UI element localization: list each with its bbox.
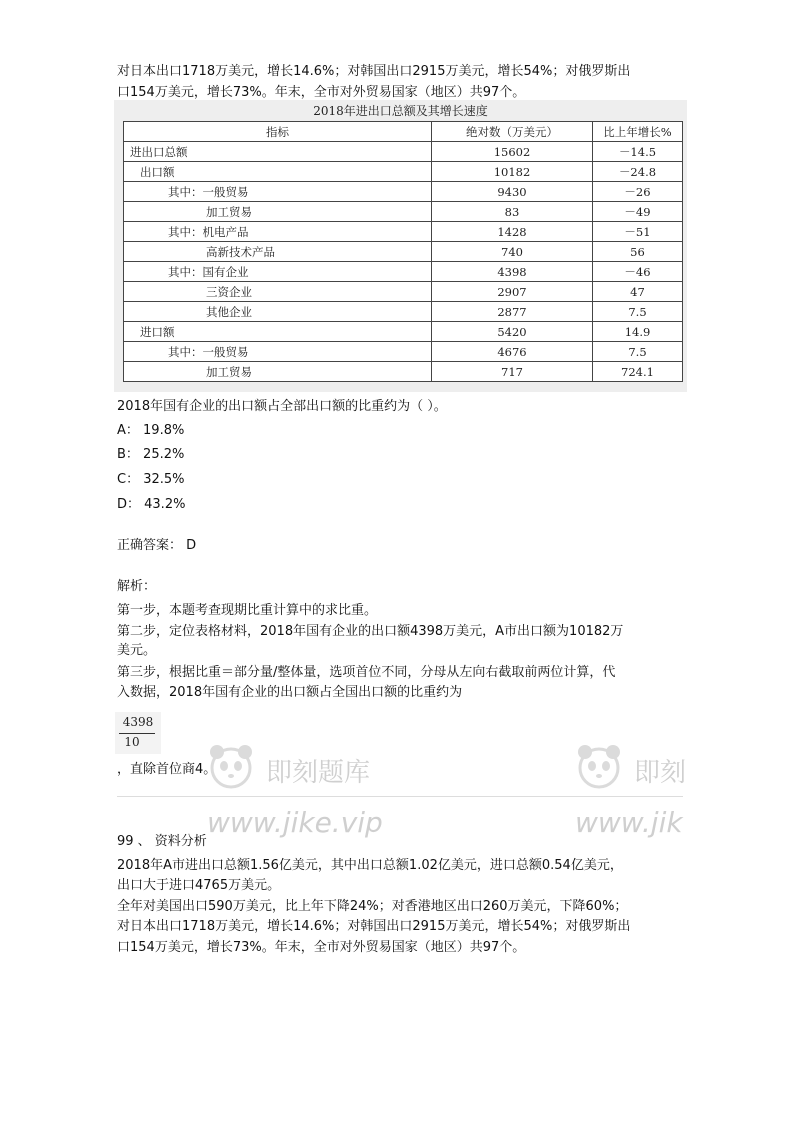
cell-value: 717: [432, 362, 593, 382]
cell-indicator: 其中：机电产品: [124, 222, 432, 242]
table-row: [124, 282, 683, 302]
trade-table: [123, 121, 683, 382]
cell-indicator: 加工贸易: [124, 202, 432, 222]
cell-indicator: 其中：一般贸易: [124, 182, 432, 202]
cell-indicator: 进出口总额: [124, 142, 432, 162]
table-row: [124, 322, 683, 342]
header-value: 绝对数（万美元）: [432, 122, 593, 142]
cell-indicator: 出口额: [124, 162, 432, 182]
cell-value: 10182: [432, 162, 593, 182]
watermark-url-partial: www.jik: [575, 806, 683, 839]
fraction-denominator: 10: [124, 735, 140, 749]
cell-growth: －24.8: [593, 162, 683, 182]
analysis-line-5: 入数据，2018年国有企业的出口额占全国出口额的比重约为: [117, 685, 463, 700]
intro-line-1: 对日本出口1718万美元，增长14.6%；对韩国出口2915万美元，增长54%；对俄罗斯出: [117, 64, 631, 79]
analysis-line-2: 第二步，定位表格材料，2018年国有企业的出口额4398万美元，A市出口额为10182万: [117, 624, 624, 639]
analysis-heading: 解析：: [117, 579, 157, 594]
analysis-line-3: 美元。: [117, 643, 157, 658]
next-question-heading: 99 、 资料分析: [117, 834, 207, 849]
header-growth: 比上年增长%: [593, 122, 683, 142]
table-row: [124, 182, 683, 202]
cell-value: 740: [432, 242, 593, 262]
cell-indicator: 其他企业: [124, 302, 432, 322]
cell-growth: 56: [593, 242, 683, 262]
panda-logo-icon: [205, 742, 257, 794]
fraction-numerator: 4398: [122, 715, 154, 729]
table-row: [124, 162, 683, 182]
watermark-brand: 即刻题库: [266, 758, 371, 788]
cell-growth: 7.5: [593, 342, 683, 362]
next-line-5: 口154万美元，增长73%。年末，全市对外贸易国家（地区）共97个。: [117, 940, 526, 955]
option-b[interactable]: B： 25.2%: [117, 447, 185, 462]
cell-value: 2907: [432, 282, 593, 302]
table-row: [124, 242, 683, 262]
analysis-line-4: 第三步，根据比重＝部分量/整体量，选项首位不同，分母从左向右截取前两位计算，代: [117, 665, 616, 680]
cell-growth: 47: [593, 282, 683, 302]
cell-value: 5420: [432, 322, 593, 342]
cell-growth: －46: [593, 262, 683, 282]
table-row: [124, 362, 683, 382]
cell-value: 9430: [432, 182, 593, 202]
cell-indicator: 其中：一般贸易: [124, 342, 432, 362]
next-line-1: 2018年A市进出口总额1.56亿美元，其中出口总额1.02亿美元，进口总额0.54亿美元，: [117, 858, 623, 873]
cell-indicator: 其中：国有企业: [124, 262, 432, 282]
cell-indicator: 高新技术产品: [124, 242, 432, 262]
cell-growth: 14.9: [593, 322, 683, 342]
question-divider: [117, 796, 683, 797]
question-text: 2018年国有企业的出口额占全部出口额的比重约为（ ）。: [117, 399, 447, 414]
table-row: [124, 202, 683, 222]
cell-indicator: 三资企业: [124, 282, 432, 302]
table-row: [124, 142, 683, 162]
cell-value: 15602: [432, 142, 593, 162]
table-title: 2018年进出口总额及其增长速度: [313, 104, 488, 118]
table-row: [124, 222, 683, 242]
analysis-conclusion: ，直除首位商4。: [117, 762, 217, 777]
cell-value: 2877: [432, 302, 593, 322]
analysis-line-1: 第一步，本题考查现期比重计算中的求比重。: [117, 603, 378, 618]
table-header-row: [124, 122, 683, 142]
trade-table-figure: [114, 100, 687, 392]
table-row: [124, 342, 683, 362]
fraction-image: [115, 712, 161, 754]
cell-growth: 724.1: [593, 362, 683, 382]
watermark-brand-partial: 即刻: [634, 758, 687, 788]
cell-growth: 7.5: [593, 302, 683, 322]
option-a[interactable]: A： 19.8%: [117, 423, 185, 438]
cell-growth: －49: [593, 202, 683, 222]
cell-indicator: 进口额: [124, 322, 432, 342]
header-indicator: 指标: [124, 122, 432, 142]
next-line-2: 出口大于进口4765万美元。: [117, 878, 281, 893]
cell-growth: －51: [593, 222, 683, 242]
cell-value: 4676: [432, 342, 593, 362]
cell-value: 4398: [432, 262, 593, 282]
intro-line-2: 口154万美元，增长73%。年末，全市对外贸易国家（地区）共97个。: [117, 85, 526, 100]
next-line-3: 全年对美国出口590万美元，比上年下降24%；对香港地区出口260万美元，下降60%；: [117, 899, 628, 914]
cell-value: 83: [432, 202, 593, 222]
cell-indicator: 加工贸易: [124, 362, 432, 382]
table-row: [124, 262, 683, 282]
cell-growth: －14.5: [593, 142, 683, 162]
cell-value: 1428: [432, 222, 593, 242]
fraction-bar: [119, 733, 155, 734]
correct-answer: 正确答案： D: [117, 538, 197, 553]
cell-growth: －26: [593, 182, 683, 202]
panda-logo-icon: [573, 742, 625, 794]
watermark-url: www.jike.vip: [207, 806, 383, 839]
next-line-4: 对日本出口1718万美元，增长14.6%；对韩国出口2915万美元，增长54%；对俄罗斯出: [117, 919, 631, 934]
table-row: [124, 302, 683, 322]
option-d[interactable]: D： 43.2%: [117, 497, 186, 512]
option-c[interactable]: C： 32.5%: [117, 472, 185, 487]
